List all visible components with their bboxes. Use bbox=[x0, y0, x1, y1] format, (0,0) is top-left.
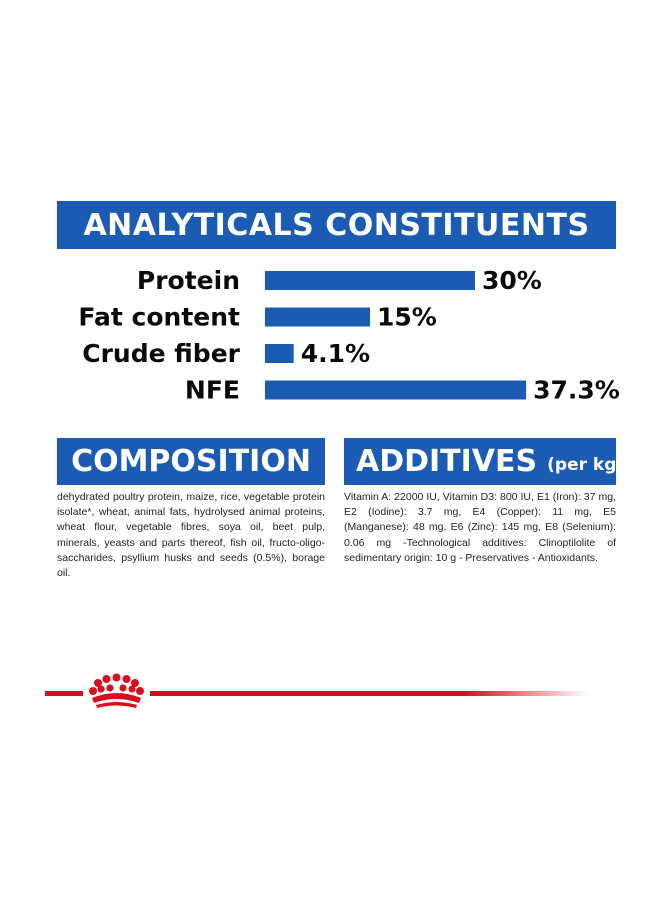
composition-text: dehydrated poultry protein, maize, rice, vegetable protein isolate*, wheat, animal fats, hydrolysed animal proteins, wheat flour, vegetable fibres, soya oil, beet pulp, minerals, yeasts and parts thereof, fish oil, fructo-oligo-saccharides, psyllium husks and seeds (0.5%), borage oil. bbox=[57, 491, 325, 580]
bar-protein bbox=[265, 271, 475, 290]
footer-rule-right bbox=[150, 691, 588, 696]
additives-unit: (per kg) bbox=[547, 454, 625, 475]
analytical-constituents-title: ANALYTICALS CONSTITUENTS bbox=[83, 207, 590, 243]
value-label-crude-fiber: 4.1% bbox=[300, 339, 371, 368]
additives-text: Vitamin A: 22000 IU, Vitamin D3: 800 IU, E1 (Iron): 37 mg, E2 (Iodine): 3.7 mg, E4 (Copper): 11 mg, E5 (Manganese): 48 mg, E6 (Zinc): 145 mg, E8 (Selenium): 0.06 mg -Technological additives: Clinoptilolite of sedimentary origin: 10 g - Preservatives - Antioxidants. bbox=[344, 491, 616, 564]
additives-heading bbox=[344, 438, 625, 485]
crown-icon bbox=[89, 674, 144, 709]
bar-crude-fiber bbox=[265, 344, 294, 363]
footer-rule bbox=[0, 670, 660, 720]
category-label-nfe: NFE bbox=[184, 375, 240, 405]
composition-heading bbox=[57, 438, 325, 485]
value-label-protein: 30% bbox=[482, 266, 542, 295]
category-label-protein: Protein bbox=[136, 266, 240, 295]
composition-title: COMPOSITION bbox=[71, 444, 311, 479]
category-label-crude-fiber: Crude fiber bbox=[82, 339, 240, 368]
bar-fat-content bbox=[265, 308, 370, 327]
category-label-fat-content: Fat content bbox=[78, 302, 240, 332]
value-label-fat-content: 15% bbox=[377, 302, 437, 332]
bar-nfe bbox=[265, 381, 526, 400]
additives-title: ADDITIVES bbox=[356, 444, 538, 479]
constituents-bar-chart bbox=[0, 0, 660, 420]
footer-rule-left bbox=[45, 691, 83, 696]
value-label-nfe: 37.3% bbox=[533, 375, 620, 405]
